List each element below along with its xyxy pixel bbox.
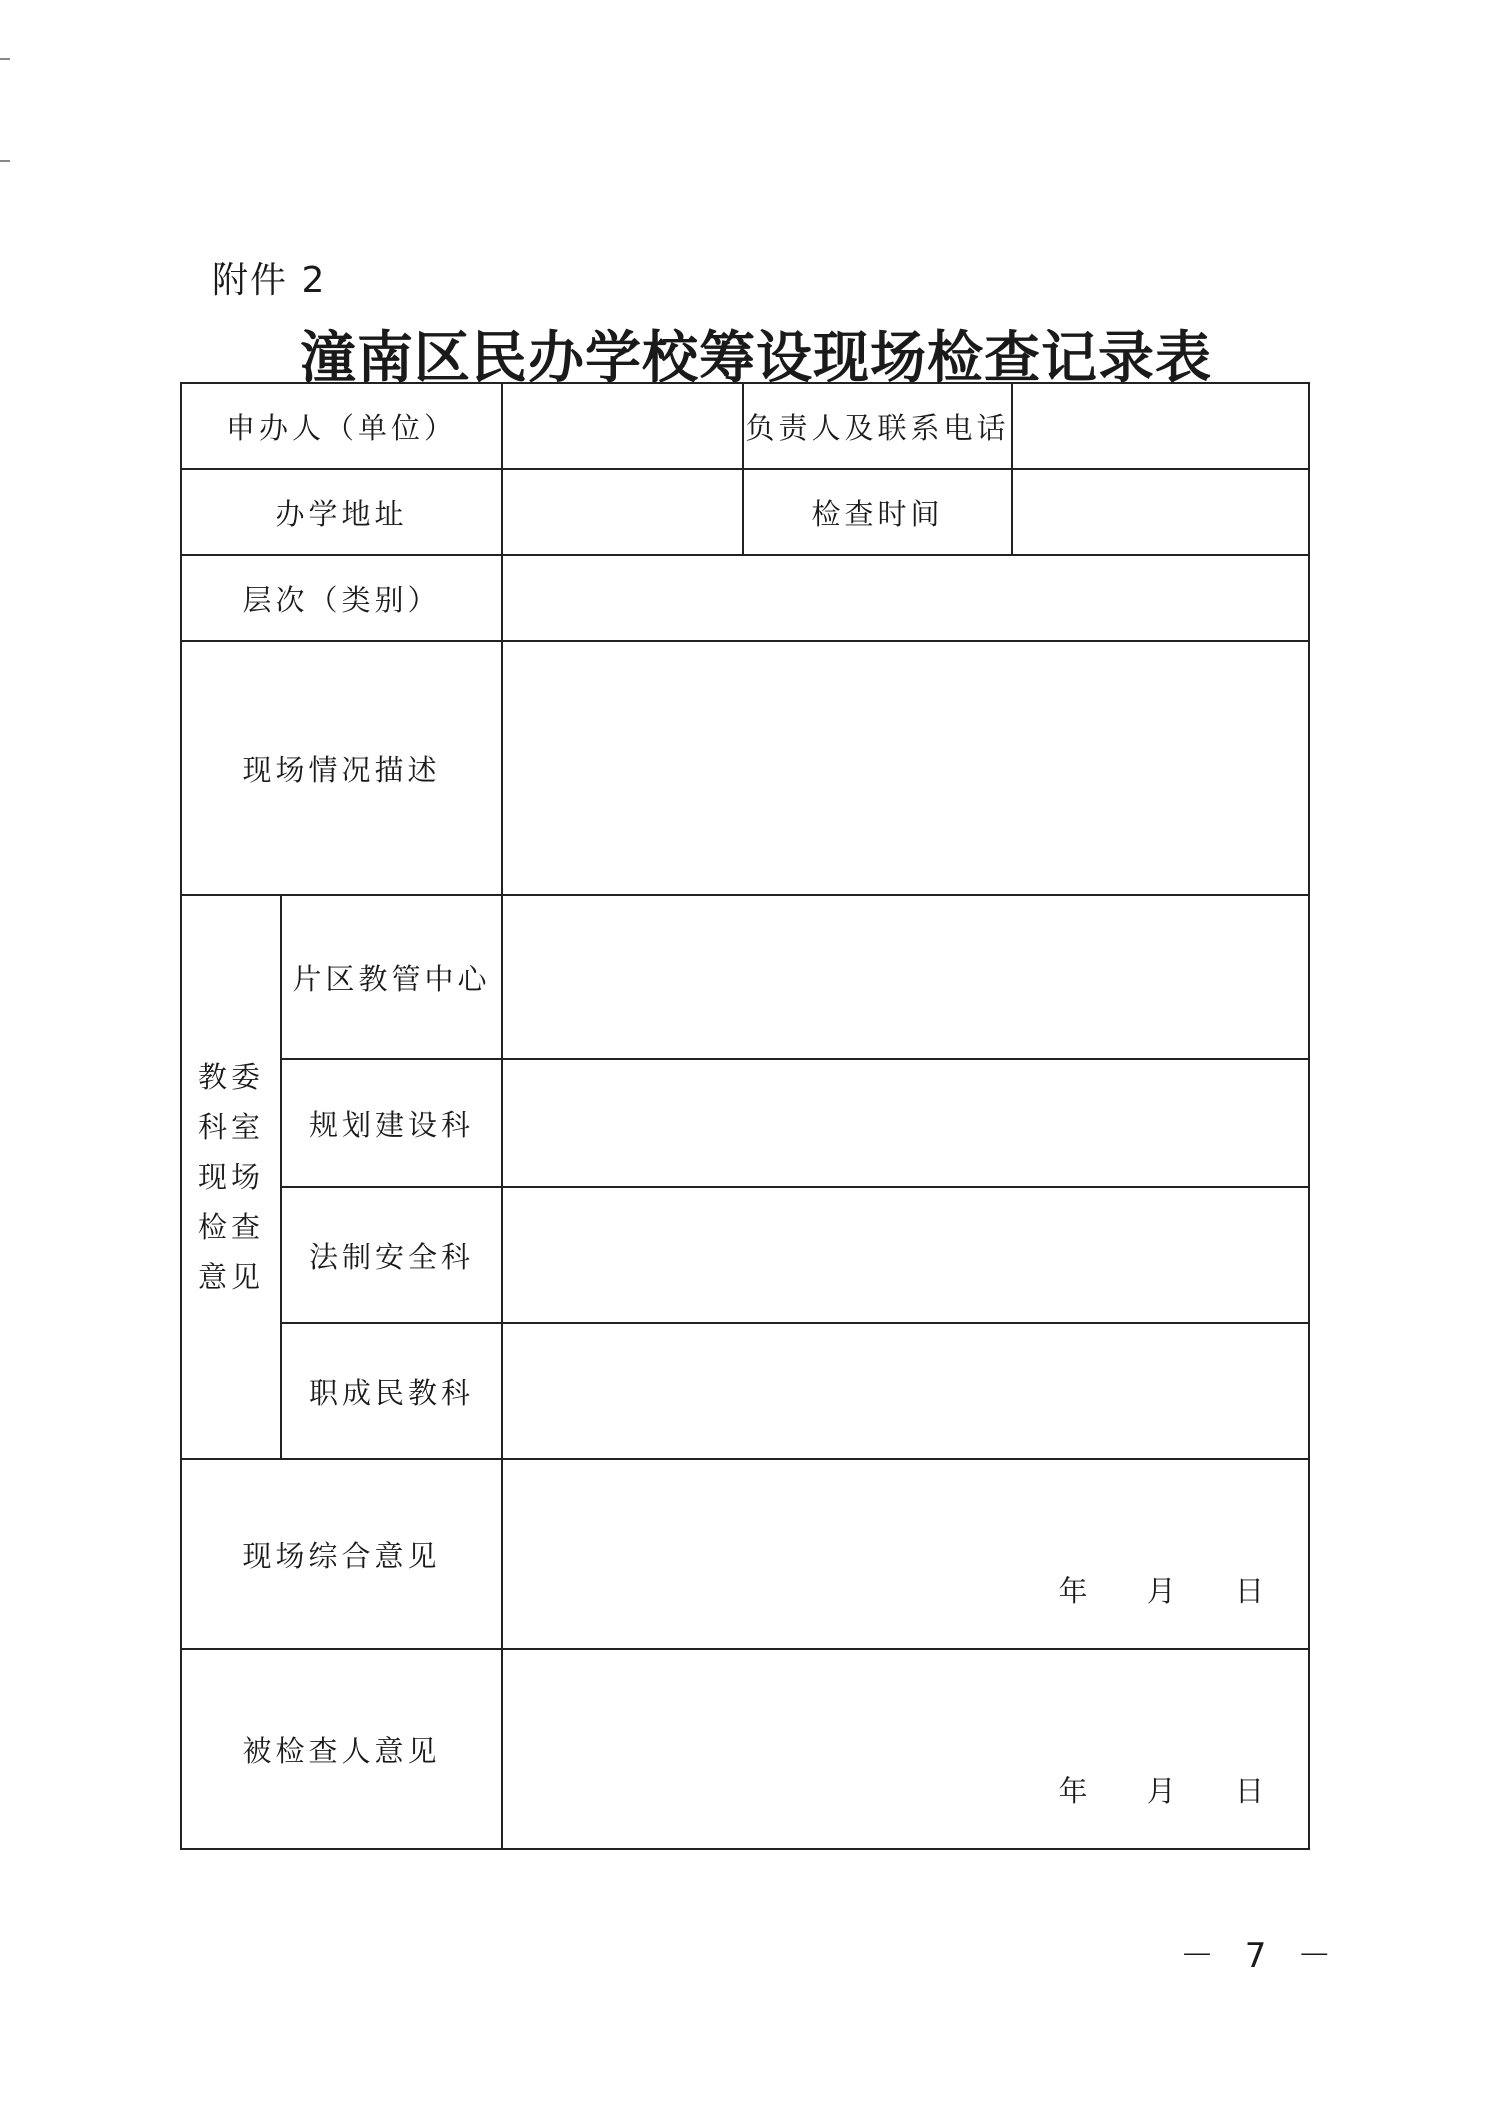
table-row (181, 1649, 1309, 1849)
applicant-label: 申办人（单位） (181, 383, 502, 469)
date-line (1009, 1569, 1264, 1610)
table-row (181, 895, 1309, 1059)
overall-opinion-field[interactable] (502, 1459, 1309, 1649)
document-title: 潼南区民办学校筹设现场检查记录表 (300, 325, 1212, 391)
date-month-label: 月 (1146, 1774, 1176, 1808)
table-row (181, 1459, 1309, 1649)
inspection-record-table (180, 382, 1310, 1850)
scan-edge-mark (0, 160, 10, 162)
overall-opinion-label: 现场综合意见 (181, 1459, 502, 1649)
contact-field[interactable] (1012, 383, 1309, 469)
attachment-label: 附件 2 (212, 260, 327, 301)
committee-label-line: 教委 (197, 1060, 264, 1094)
table-row (181, 469, 1309, 555)
committee-label-line: 现场 (197, 1160, 264, 1194)
site-description-field[interactable] (502, 641, 1309, 895)
site-description-label: 现场情况描述 (181, 641, 502, 895)
table-row (181, 1059, 1309, 1187)
dept-vocational-field[interactable] (502, 1323, 1309, 1459)
table-row (181, 1323, 1309, 1459)
level-field[interactable] (502, 555, 1309, 641)
page-number: － 7 － (1180, 1936, 1342, 1976)
address-label: 办学地址 (181, 469, 502, 555)
contact-label: 负责人及联系电话 (743, 383, 1012, 469)
inspected-opinion-label: 被检查人意见 (181, 1649, 502, 1849)
date-year-label: 年 (1058, 1774, 1088, 1808)
inspection-time-label: 检查时间 (743, 469, 1012, 555)
date-day-label: 日 (1235, 1574, 1265, 1608)
inspected-opinion-field[interactable] (502, 1649, 1309, 1849)
level-label: 层次（类别） (181, 555, 502, 641)
date-year-label: 年 (1058, 1574, 1088, 1608)
date-month-label: 月 (1146, 1574, 1176, 1608)
dept-district-center-label: 片区教管中心 (281, 895, 502, 1059)
table-row (181, 641, 1309, 895)
table-row (181, 383, 1309, 469)
dept-planning-field[interactable] (502, 1059, 1309, 1187)
table-row (181, 555, 1309, 641)
scan-edge-mark (0, 58, 10, 60)
address-field[interactable] (502, 469, 743, 555)
applicant-field[interactable] (502, 383, 743, 469)
inspection-time-field[interactable] (1012, 469, 1309, 555)
table-row (181, 1187, 1309, 1323)
dept-district-center-field[interactable] (502, 895, 1309, 1059)
committee-label-line: 科室 (197, 1110, 264, 1144)
dept-vocational-label: 职成民教科 (281, 1323, 502, 1459)
dept-legal-safety-label: 法制安全科 (281, 1187, 502, 1323)
committee-label-line: 检查 (197, 1210, 264, 1244)
dept-legal-safety-field[interactable] (502, 1187, 1309, 1323)
committee-opinion-group-label (181, 895, 281, 1459)
committee-label-line: 意见 (197, 1260, 264, 1294)
dept-planning-label: 规划建设科 (281, 1059, 502, 1187)
date-day-label: 日 (1235, 1774, 1265, 1808)
date-line (1009, 1769, 1264, 1810)
